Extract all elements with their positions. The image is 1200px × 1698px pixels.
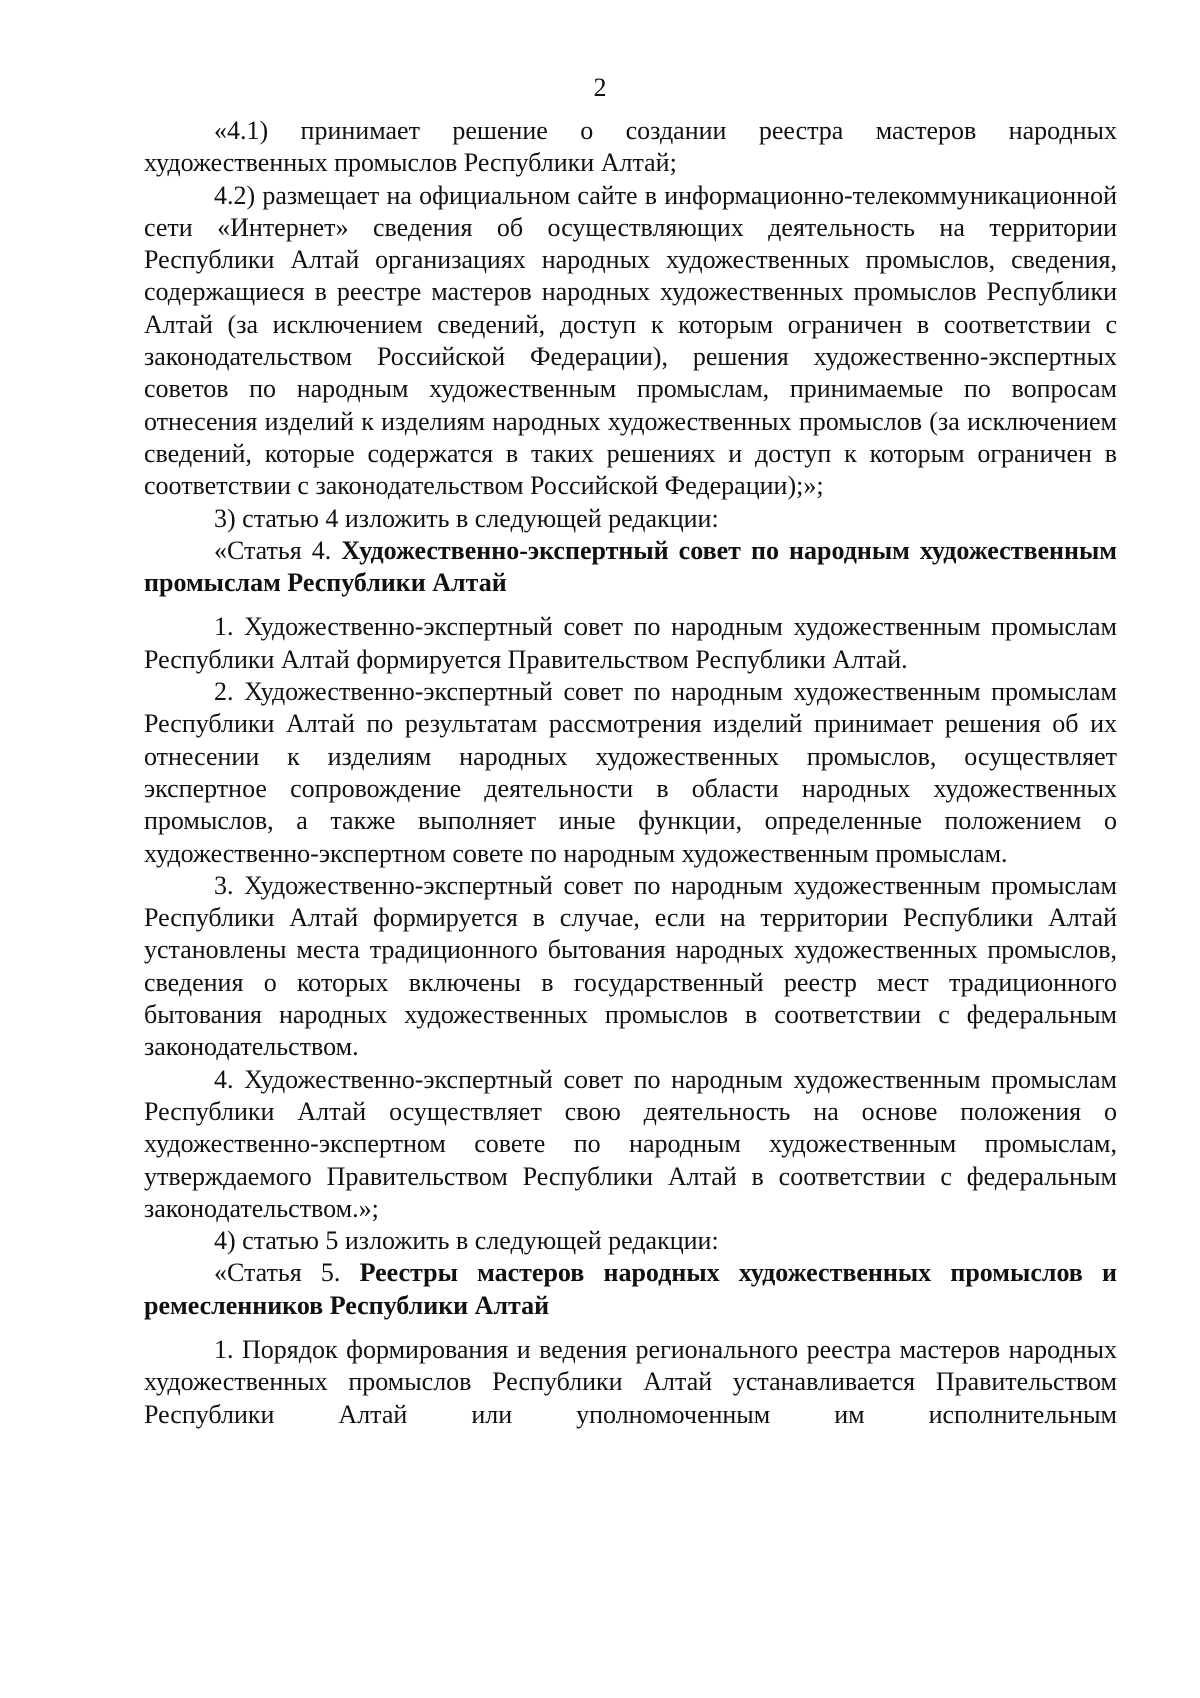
article-5-prefix: «Статья 5. [214,1258,360,1288]
paragraph-4-2: 4.2) размещает на официальном сайте в информационно-телекоммуникационной сети «Интернет» сведения об осуществляющих деятельность на территории Республики Алтай организациях народных художественных промыслов, сведения, содержащиеся в реестре мастеров народных художественных промыслов Республики Алтай (за исключением сведений, доступ к которым ограничен в соответствии с законодательством Российской Федерации), решения художественно-экспертных советов по народным художественным промыслам, принимаемые по вопросам отнесения изделий к изделиям народных художественных промыслов (за исключением сведений, которые содержатся в таких решениях и доступ к которым ограничен в соответствии с законодательством Российской Федерации);»; [144,180,1117,501]
article-4-item-1: 1. Художественно-экспертный совет по народным художественным промыслам Республики Алтай формируется Правительством Республики Алтай. [144,612,1117,674]
article-4-title: Художественно-экспертный совет по народным художественным промыслам Республики Алтай [144,535,1117,598]
spacer [144,599,1117,611]
page-number: 2 [593,73,607,102]
article-4-item-2: 2. Художественно-экспертный совет по народным художественным промыслам Республики Алтай по результатам рассмотрения изделий принимает решения об их отнесении к изделиям народных художественных промыслов, осуществляет экспертное сопровождение деятельности в области народных художественных промыслов, а также выполняет иные функции, определенные положением о художественно-экспертном совете по народным художественным промыслам. [144,677,1117,868]
article-4-prefix: «Статья 4. [214,535,342,565]
paragraph-item-3: 3) статью 4 изложить в следующей редакции: [214,503,719,533]
article-4-heading [144,535,1117,600]
paragraph-4-1: «4.1) принимает решение о создании реестра мастеров народных художественных промыслов Республики Алтай; [144,116,1117,178]
article-5-title: Реестры мастеров народных художественных промыслов и ремесленников Республики Алтай [144,1258,1117,1320]
article-4-item-3: 3. Художественно-экспертный совет по народным художественным промыслам Республики Алтай формируется в случае, если на территории Республики Алтай установлены места традиционного бытования народных художественных промыслов, сведения о которых включены в государственный реестр мест традиционного бытования народных художественных промыслов в соответствии с федеральным законодательством. [144,870,1117,1062]
paragraph-item-4: 4) статью 5 изложить в следующей редакции: [214,1226,719,1256]
article-4-item-4: 4. Художественно-экспертный совет по народным художественным промыслам Республики Алтай осуществляет свою деятельность на основе положения о художественно-экспертном совете по народным художественным промыслам, утверждаемого Правительством Республики Алтай в соответствии с федеральным законодательством.»; [144,1064,1117,1223]
article-5-item-1: 1. Порядок формирования и ведения регионального реестра мастеров народных художественных промыслов Республики Алтай устанавливается Правительством Республики Алтай или уполномоченным им исполнительным [144,1334,1117,1429]
spacer [144,1322,1117,1334]
document-body [144,115,1117,1431]
article-5-heading [144,1257,1117,1322]
